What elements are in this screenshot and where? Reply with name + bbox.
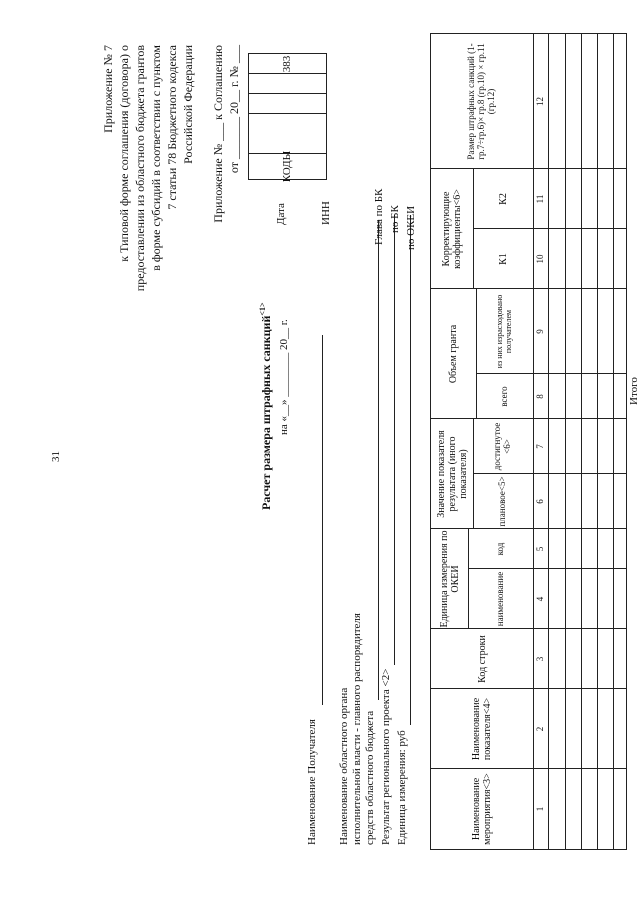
col-number: 2 — [534, 726, 545, 732]
header-grant-total: всего — [498, 386, 509, 407]
row-divider — [597, 34, 598, 849]
appendix-line: Российской Федерации — [181, 45, 195, 164]
header-k1: К1 — [497, 253, 509, 265]
organ-label-line1: Наименование областного органа — [338, 687, 350, 845]
header-grant: Объем гранта — [448, 324, 459, 384]
project-label: Результат регионального проекта <2> — [380, 668, 392, 845]
sanctions-table — [430, 33, 627, 850]
header-achieved: достигнутое <6> — [492, 422, 512, 471]
recipient-underline — [322, 335, 323, 705]
codes-label-bk: по БК — [389, 205, 401, 233]
report-date: на «__» ________ 20__ г. — [278, 319, 290, 435]
total-label: Итого — [628, 377, 640, 405]
col-number: 3 — [534, 656, 545, 662]
col-number: 1 — [534, 806, 545, 812]
agreement-date-line: от _______ 20__ г. № ___ — [227, 45, 241, 174]
appendix-line: предоставлении из областного бюджета грантов — [133, 45, 147, 292]
header-sanction-size: Размер штрафных санкций (1- гр.7÷гр.6)× гр.8 (гр.10) × гр.11 (гр.12) — [466, 43, 496, 160]
title-footnote: <1> — [258, 302, 267, 316]
project-underline — [394, 215, 395, 665]
appendix-header — [100, 45, 242, 345]
header-event: Наименование мероприятия<3> — [471, 773, 493, 845]
header-row-code: Код строки — [476, 635, 488, 683]
organ-label-line2: исполнительной власти - главного распорядителя — [351, 613, 363, 845]
codes-label-okei: по ОКЕИ — [405, 205, 417, 250]
header-grant-spent: из них израсходовано получателем — [494, 294, 513, 369]
organ-underline — [378, 220, 379, 700]
appendix-line: Приложение № 7 — [101, 45, 115, 133]
header-coefficients: Корректирующие коэффициенты<6> — [441, 189, 463, 269]
unit-label: Единица измерения: руб — [396, 730, 408, 845]
header-k2: К2 — [497, 193, 509, 205]
organ-label-line3: средств областного бюджета — [364, 710, 376, 845]
col-number: 5 — [534, 546, 545, 552]
codes-header: КОДЫ — [249, 153, 326, 179]
col-number: 10 — [534, 254, 545, 264]
col-number: 11 — [534, 194, 545, 204]
row-divider — [548, 34, 549, 849]
header-unit-name: наименование — [494, 571, 505, 627]
col-number: 12 — [534, 97, 545, 106]
header-value: Значение показателя результата (иного показателя) — [435, 430, 469, 518]
appendix-line: 7 статьи 78 Бюджетного кодекса — [165, 45, 179, 210]
header-unit-code: код — [494, 542, 505, 556]
row-divider — [565, 34, 566, 849]
title-text: Расчет размера штрафных санкций — [259, 315, 273, 510]
appendix-line: к Типовой форме соглашения (договора) о — [117, 45, 131, 262]
col-number: 8 — [534, 394, 545, 399]
document-title — [258, 302, 274, 510]
unit-underline — [410, 215, 411, 725]
codes-value-bk — [249, 73, 326, 94]
codes-table — [248, 53, 327, 183]
header-planned: плановое<5> — [497, 476, 508, 527]
codes-label-glava-bk: Глава по БК — [373, 188, 385, 245]
col-number: 7 — [534, 444, 545, 449]
row-divider — [613, 34, 614, 849]
codes-value-inn — [249, 93, 326, 114]
agreement-line: Приложение № ___ к Соглашению — [211, 45, 225, 223]
header-unit: Единица измерения по ОКЕИ — [438, 530, 461, 628]
page-number: 31 — [50, 451, 62, 462]
col-number: 4 — [534, 596, 545, 602]
codes-value-okei: 383 — [281, 55, 294, 73]
header-indicator: Наименование показателя<4> — [471, 697, 493, 761]
appendix-line: в форме субсидий в соответствии с пунктом — [149, 45, 163, 271]
col-number: 6 — [534, 499, 545, 504]
recipient-label: Наименование Получателя — [306, 719, 318, 845]
row-divider — [581, 34, 582, 849]
codes-value-date — [249, 113, 326, 154]
codes-label-date: Дата — [275, 203, 287, 225]
col-number: 9 — [534, 329, 545, 334]
codes-label-inn: ИНН — [320, 201, 332, 225]
